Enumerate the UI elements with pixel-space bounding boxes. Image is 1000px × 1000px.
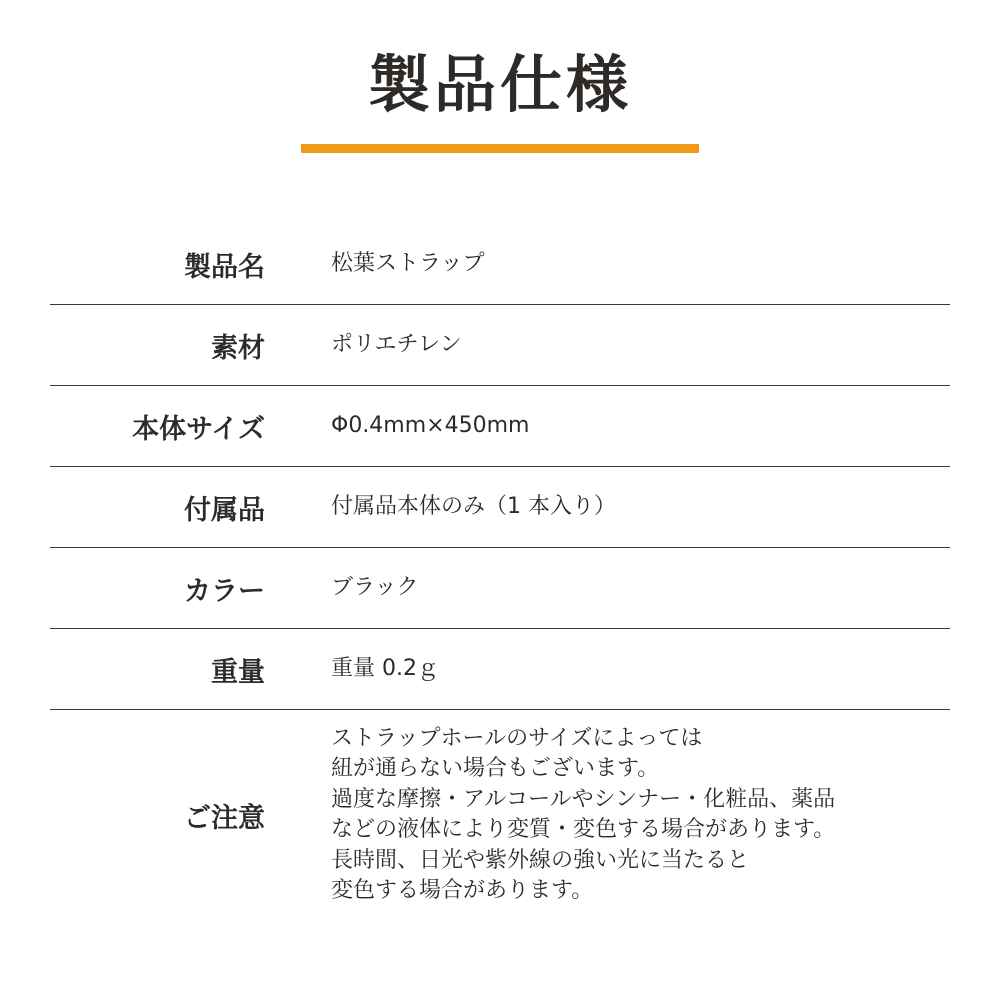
spec-row-color <box>50 548 950 629</box>
spec-value: 重量 0.2ｇ <box>331 656 439 681</box>
spec-label: カラー <box>184 575 265 607</box>
caution-line: 長時間、日光や紫外線の強い光に当たると <box>331 847 750 873</box>
spec-row-material <box>50 305 950 386</box>
page-title: 製品仕様 <box>367 48 632 121</box>
caution-notes <box>331 724 835 907</box>
spec-value: ブラック <box>331 575 419 600</box>
spec-label: 素材 <box>211 332 265 364</box>
spec-label: 付属品 <box>184 494 265 526</box>
spec-value: 松葉ストラップ <box>331 251 485 276</box>
spec-value: 付属品本体のみ（1 本入り） <box>331 494 616 519</box>
spec-row-weight <box>50 629 950 710</box>
title-underline <box>301 144 699 153</box>
spec-label: ご注意 <box>184 802 265 834</box>
caution-line: ストラップホールのサイズによっては <box>331 725 703 751</box>
spec-row-caution <box>50 710 950 920</box>
spec-table <box>50 224 950 920</box>
spec-value: Φ0.4mm×450mm <box>331 413 530 438</box>
spec-row-accessories <box>50 467 950 548</box>
spec-row-product-name <box>50 224 950 305</box>
caution-line: などの液体により変質・変色する場合があります。 <box>331 817 836 842</box>
caution-line: 変色する場合があります。 <box>331 878 594 903</box>
caution-line: 紐が通らない場合もございます。 <box>331 756 660 781</box>
spec-label: 重量 <box>211 656 265 688</box>
caution-line: 過度な摩擦・アルコールやシンナー・化粧品、薬品 <box>331 786 836 812</box>
spec-value: ポリエチレン <box>331 332 462 357</box>
spec-row-size <box>50 386 950 467</box>
spec-label: 本体サイズ <box>132 413 265 445</box>
spec-label: 製品名 <box>184 251 265 283</box>
